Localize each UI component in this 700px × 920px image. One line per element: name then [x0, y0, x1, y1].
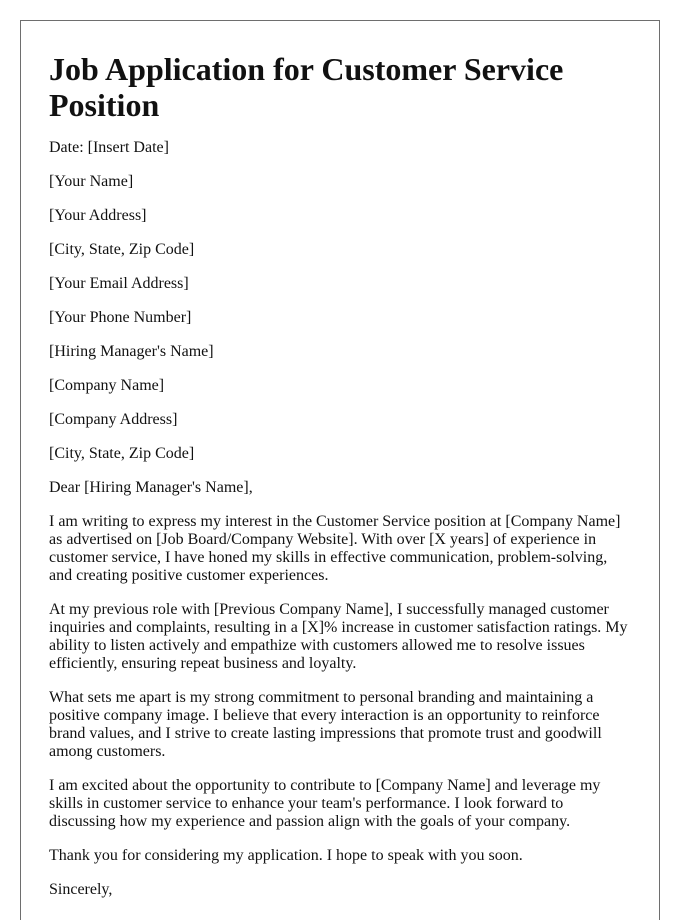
body-paragraph-interest: I am excited about the opportunity to contribute to [Company Name] and leverage my skills in customer service to enhance your team's performance. I look forward to discussing how my experience and passion align with the goals of your company.	[49, 777, 601, 830]
recipient-company-address: [Company Address]	[49, 411, 178, 428]
recipient-city-state-zip: [City, State, Zip Code]	[49, 445, 195, 462]
closing: Sincerely,	[49, 881, 113, 898]
sender-address: [Your Address]	[49, 207, 147, 224]
body-paragraph-experience: At my previous role with [Previous Company Name], I successfully managed customer inquiries and complaints, resulting in a [X]% increase in customer satisfaction ratings. My ability to listen actively and empathize with customers allowed me to resolve issues efficiently, ensuring repeat business and loyalty.	[49, 601, 628, 672]
sender-name: [Your Name]	[49, 173, 134, 190]
sender-email: [Your Email Address]	[49, 275, 189, 292]
body-paragraph-intro: I am writing to express my interest in the Customer Service position at [Company Name] as advertised on [Job Board/Company Website]. With over [X years] of experience in customer service, I have honed my skills in effective communication, problem-solving, and creating positive customer experiences.	[49, 513, 621, 584]
sender-phone: [Your Phone Number]	[49, 309, 192, 326]
recipient-manager-name: [Hiring Manager's Name]	[49, 343, 214, 360]
recipient-company-name: [Company Name]	[49, 377, 165, 394]
salutation: Dear [Hiring Manager's Name],	[49, 479, 253, 496]
sender-city-state-zip: [City, State, Zip Code]	[49, 241, 195, 258]
body-paragraph-thanks: Thank you for considering my application. I hope to speak with you soon.	[49, 847, 523, 864]
date-line: Date: [Insert Date]	[49, 139, 169, 156]
letter-page	[20, 20, 660, 920]
body-paragraph-values: What sets me apart is my strong commitment to personal branding and maintaining a positive company image. I believe that every interaction is an opportunity to reinforce brand values, and I strive to create lasting impressions that promote trust and goodwill among customers.	[49, 689, 602, 760]
letter-title: Job Application for Customer Service Position	[49, 51, 564, 123]
